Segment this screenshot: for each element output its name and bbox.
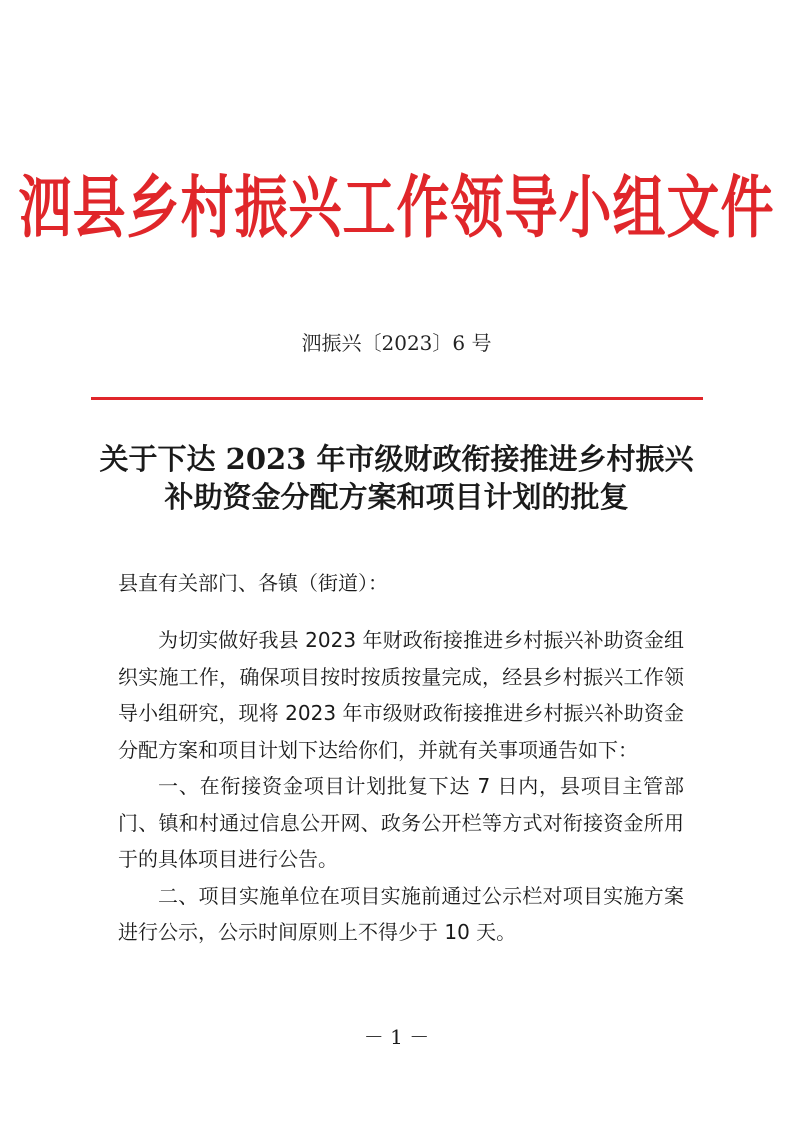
page-number: － 1 － (363, 1025, 430, 1049)
document-title-line-1: 关于下达 2023 年市级财政衔接推进乡村振兴 (99, 442, 694, 476)
red-separator-line (91, 397, 703, 400)
issuing-authority-header: 泗县乡村振兴工作领导小组文件 (18, 168, 775, 248)
document-title (0, 440, 793, 516)
document-title-line-2: 补助资金分配方案和项目计划的批复 (164, 480, 629, 514)
salutation: 县直有关部门、各镇（街道）： (118, 571, 388, 595)
body-paragraph-intro: 为切实做好我县 2023 年财政衔接推进乡村振兴补助资金组织实施工作，确保项目按时按质按量完成，经县乡村振兴工作领导小组研究，现将 2023 年市级财政衔接推进乡村振兴补助资金分配方案和项目计划下达给你们，并就有关事项通告如下： (118, 628, 684, 762)
document-number: 泗振兴〔2023〕6 号 (301, 331, 492, 355)
document-body (118, 622, 684, 951)
body-paragraph-item-1: 一、在衔接资金项目计划批复下达 7 日内，县项目主管部门、镇和村通过信息公开网、政务公开栏等方式对衔接资金所用于的具体项目进行公告。 (118, 774, 684, 871)
body-paragraph-item-2: 二、项目实施单位在项目实施前通过公示栏对项目实施方案进行公示，公示时间原则上不得少于 10 天。 (118, 883, 684, 944)
